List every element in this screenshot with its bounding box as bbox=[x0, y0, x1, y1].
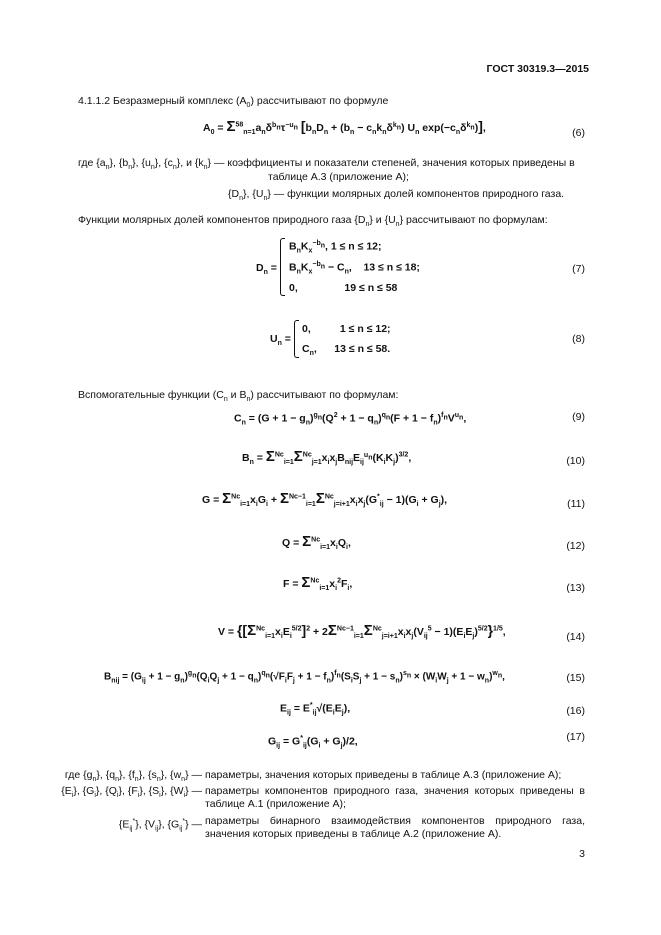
equation-6: $A_0 = \Sigma^{58}_{n=1}a_n\delta^{b_n}\tau^{-u_n}$ [$b_nD_n + (b_n - c_nk_n\delta^{k_n})$ $U_n$ $\exp(-c_n\delta^{k_n})$], bbox=[203, 118, 486, 137]
equation-9-number: (9) bbox=[572, 411, 585, 423]
equation-15: $B_{nij} = (G_{ij} + 1 - g_n)^{g_n}(Q_iQ_j + 1 - q_n)^{q_n}(√F_iF_j + 1 - f_n)^{f_n}(S_iS_j + 1 - s_n)^{s_n} \times (W_iW_j + 1 - w_n)^{w_n}$, bbox=[104, 670, 505, 685]
equation-16-number: (16) bbox=[566, 705, 585, 717]
where-block-1-cont: таблице А.3 (приложение А); bbox=[268, 171, 409, 183]
where2-left-1: где $\{g_n\}$, $\{q_n\}$, $\{f_n\}$, $\{s_n\}$, $\{w_n\}$ — bbox=[64, 769, 202, 784]
where2-right-3: параметры бинарного взаимодействия компонентов природного газа, значения которых приведены в таблице А.2 (приложение А). bbox=[205, 815, 585, 840]
where-block-1: где $\{a_n\}$, $\{b_n\}$, $\{u_n\}$, $\{c_n\}$, и $\{k_n\}$ — коэффициенты и показатели степеней, значения которых приведены в bbox=[78, 157, 575, 172]
equation-17-number: (17) bbox=[566, 731, 585, 743]
equation-13: $F = \Sigma^{Nc}_{i=1}x_i^2F_i$, bbox=[283, 574, 353, 593]
equation-7-number: (7) bbox=[572, 263, 585, 275]
equation-14-number: (14) bbox=[566, 631, 585, 643]
where2-left-3: $\{E_{ij}^*\}$, $\{V_{ij}\}$, $\{G_{ij}^*\}$ — bbox=[118, 818, 202, 833]
equation-13-number: (13) bbox=[566, 582, 585, 594]
equation-10: $B_n = \Sigma^{Nc}_{i=1}\Sigma^{Nc}_{j=1}x_ix_jB_{nij}E_{ij}^{u_n}(K_iK_j)^{3/2}$, bbox=[242, 448, 412, 467]
where-block-1-line3: $\{D_n\}$, $\{U_n\}$ — функции молярных долей компонентов природного газа. bbox=[228, 188, 565, 203]
section-title: 4.1.1.2 Безразмерный комплекс $(A_0)$ рассчитывают по формуле bbox=[78, 95, 389, 110]
equation-16: $E_{ij} = E^*_{ij}√(E_iE_j)$, bbox=[280, 702, 351, 717]
equation-7-case-1: $B_nK_x^{-b_n}$, 1 ≤ n ≤ 12; bbox=[289, 240, 382, 255]
equation-7-lhs: $D_n$ = bbox=[256, 262, 277, 277]
equation-8-brace bbox=[294, 320, 299, 358]
equation-7-brace bbox=[280, 238, 285, 296]
equation-7-case-2: $B_nK_x^{-b_n} - C_n$, 13 ≤ n ≤ 18; bbox=[289, 261, 420, 276]
page-number: 3 bbox=[579, 848, 585, 860]
equation-8-number: (8) bbox=[572, 333, 585, 345]
equation-10-number: (10) bbox=[566, 455, 585, 467]
where2-left-2: $\{E_i\}$, $\{G_i\}$, $\{Q_i\}$, $\{F_i\}$, $\{S_i\}$, $\{W_i\}$ — bbox=[61, 785, 202, 800]
standard-code: ГОСТ 30319.3—2015 bbox=[486, 63, 589, 75]
aux-intro: Вспомогательные функции ($C_n$ и $B_n$) рассчитывают по формулам: bbox=[78, 389, 399, 404]
equation-17: $G_{ij} = G^*_{ij}(G_i + G_j)/2$, bbox=[268, 735, 358, 750]
equation-9: $C_n = (G + 1 - g_n)^{g_n}(Q^2 + 1 - q_n)^{q_n}(F + 1 - f_n)^{f_n}V^{u_n}$, bbox=[234, 412, 467, 427]
equation-14: $V = \{[\Sigma^{Nc}_{i=1}x_iE_i^{5/2}]^2 + 2\Sigma^{Nc-1}_{i=1}\Sigma^{Nc}_{j=i+1}x_ix_j(V_{ij}^5 - 1)(E_iE_j)^{5/2}\}^{1/5}$, bbox=[218, 622, 506, 641]
where2-right-2: параметры компонентов природного газа, значения которых приведены в таблице А.1 (приложение А); bbox=[205, 785, 585, 810]
where2-right-1: параметры, значения которых приведены в таблице А.3 (приложение А); bbox=[205, 769, 562, 781]
equation-12: $Q = \Sigma^{Nc}_{i=1}x_iQ_i$, bbox=[282, 533, 351, 552]
functions-intro: Функции молярных долей компонентов природного газа $\{D_n\}$ и $\{U_n\}$ рассчитывают по формулам: bbox=[78, 214, 548, 229]
equation-11: $G = \Sigma^{Nc}_{i=1}x_iG_i + \Sigma^{Nc-1}_{i=1}\Sigma^{Nc}_{j=i+1}x_ix_j(G^*_{ij} - 1)(G_i + G_j)$, bbox=[202, 490, 448, 509]
equation-12-number: (12) bbox=[566, 540, 585, 552]
equation-15-number: (15) bbox=[566, 672, 585, 684]
equation-7-case-3: 0, 19 ≤ n ≤ 58 bbox=[289, 282, 398, 294]
equation-6-number: (6) bbox=[572, 127, 585, 139]
equation-8-lhs: $U_n$ = bbox=[270, 333, 291, 348]
equation-8-case-2: $C_n$, 13 ≤ n ≤ 58. bbox=[302, 343, 391, 358]
equation-8-case-1: 0, 1 ≤ n ≤ 12; bbox=[302, 323, 391, 335]
equation-11-number: (11) bbox=[567, 498, 585, 510]
